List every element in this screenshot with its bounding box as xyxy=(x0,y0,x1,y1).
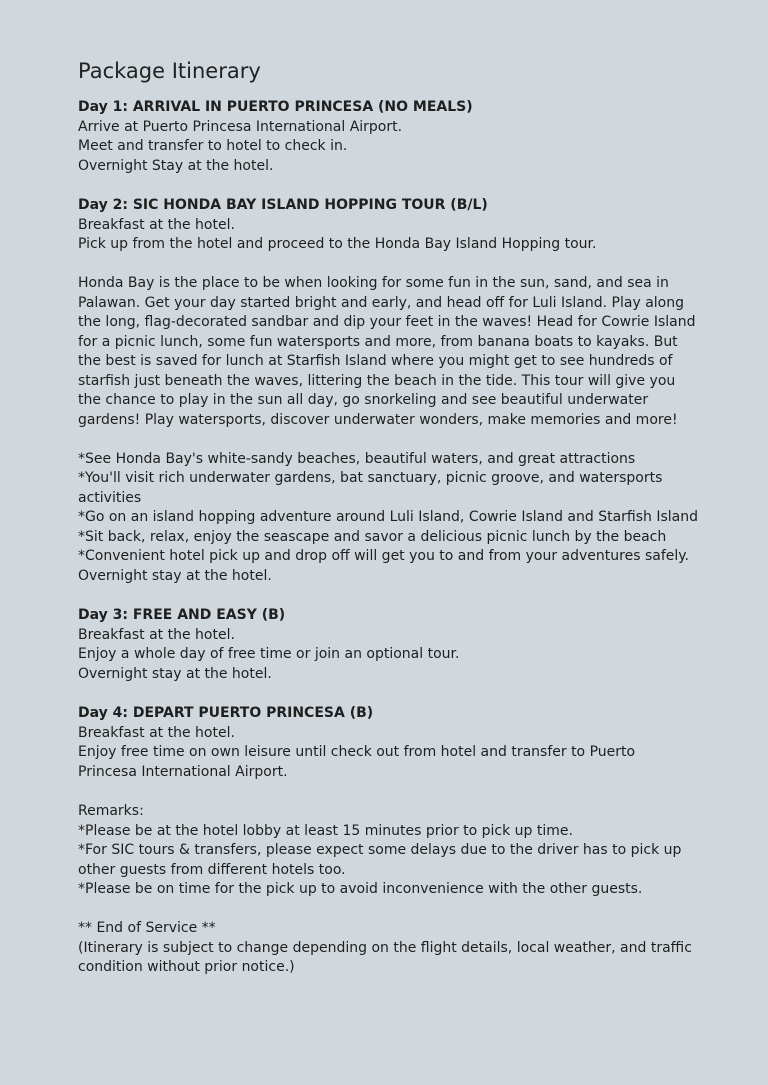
remark-item: *For SIC tours & transfers, please expect some delays due to the driver has to pick up other guests from different hotels too. xyxy=(78,842,682,878)
highlight-item: *Go on an island hopping adventure around Luli Island, Cowrie Island and Starfish Island xyxy=(78,509,699,525)
day-3-line: Enjoy a whole day of free time or join an optional tour. xyxy=(78,646,460,662)
day-4-line: Breakfast at the hotel. xyxy=(78,724,235,741)
day-2-section xyxy=(78,196,698,586)
day-1-line: Arrive at Puerto Princesa International Airport. xyxy=(78,118,403,135)
day-4-section xyxy=(78,704,698,782)
page-title: Package Itinerary xyxy=(78,59,261,83)
day-3-section xyxy=(78,606,698,684)
end-of-service-section xyxy=(78,919,698,978)
day-2-heading: Day 2: SIC HONDA BAY ISLAND HOPPING TOUR (B/L) xyxy=(78,197,488,213)
highlight-item: *Sit back, relax, enjoy the seascape and savor a delicious picnic lunch by the beach xyxy=(78,528,667,545)
day-4-line: Enjoy free time on own leisure until check out from hotel and transfer to Puerto Princesa International Airport. xyxy=(78,744,636,780)
day-3-line: Overnight stay at the hotel. xyxy=(78,665,272,682)
day-3-line: Breakfast at the hotel. xyxy=(78,626,235,643)
remarks-section xyxy=(78,802,698,900)
day-3-heading: Day 3: FREE AND EASY (B) xyxy=(78,607,286,623)
day-2-description: Honda Bay is the place to be when looking for some fun in the sun, sand, and sea in Palawan. Get your day started bright and early, and head off for Luli Island. Play along the long, flag-decorated sandbar and dip your feet in the waves! Head for Cowrie Island for a picnic lunch, some fun watersports and more, from banana boats to kayaks. But the best is saved for lunch at Starfish Island where you might get to see hundreds of starfish just beneath the waves, littering the beach in the tide. This tour will give you the chance to play in the sun all day, go snorkeling and see beautiful underwater gardens! Play watersports, discover underwater wonders, make memories and more! xyxy=(78,275,696,428)
end-of-service-label: ** End of Service ** xyxy=(78,920,216,936)
day-1-line: Overnight Stay at the hotel. xyxy=(78,157,274,174)
remark-item: *Please be on time for the pick up to avoid inconvenience with the other guests. xyxy=(78,881,643,897)
itinerary-disclaimer: (Itinerary is subject to change depending on the flight details, local weather, and traffic condition without prior notice.) xyxy=(78,939,692,975)
day-1-section xyxy=(78,98,698,176)
spacer xyxy=(78,255,698,275)
day-4-heading: Day 4: DEPART PUERTO PRINCESA (B) xyxy=(78,705,374,721)
day-2-line: Breakfast at the hotel. xyxy=(78,216,235,233)
day-2-line: Pick up from the hotel and proceed to the Honda Bay Island Hopping tour. xyxy=(78,236,597,252)
remark-item: *Please be at the hotel lobby at least 15 minutes prior to pick up time. xyxy=(78,822,573,839)
highlight-item: *See Honda Bay's white-sandy beaches, beautiful waters, and great attractions xyxy=(78,450,636,467)
day-2-highlights xyxy=(78,450,698,587)
highlight-item: *Convenient hotel pick up and drop off will get you to and from your adventures safely. Overnight stay at the hotel. xyxy=(78,548,689,584)
day-1-line: Meet and transfer to hotel to check in. xyxy=(78,138,348,154)
remarks-heading: Remarks: xyxy=(78,803,144,819)
highlight-item: *You'll visit rich underwater gardens, bat sanctuary, picnic groove, and watersports activities xyxy=(78,470,663,506)
day-1-heading: Day 1: ARRIVAL IN PUERTO PRINCESA (NO MEALS) xyxy=(78,99,473,115)
